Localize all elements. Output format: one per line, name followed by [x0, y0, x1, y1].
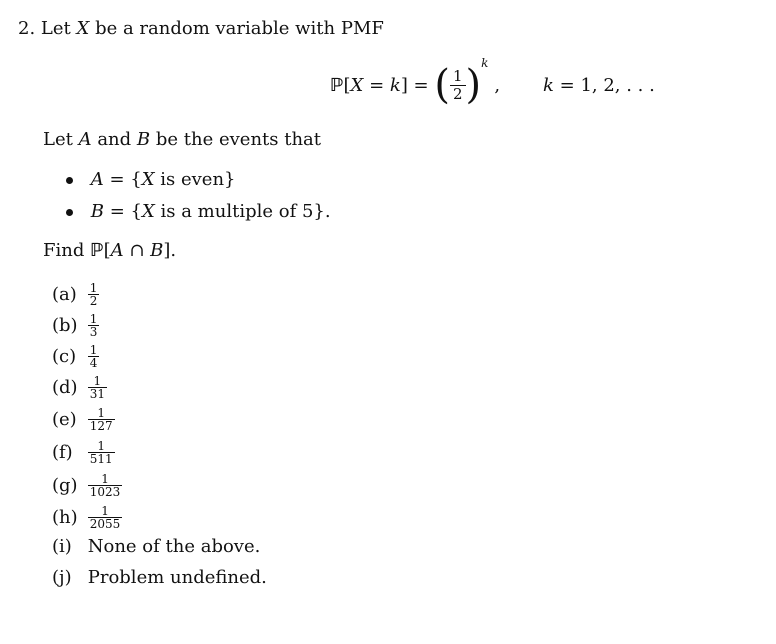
question [43, 240, 176, 261]
event-item-b [66, 201, 331, 222]
problem-number: 2. [18, 18, 36, 39]
frac-den: 3 [89, 325, 98, 339]
frac-num: 1 [97, 439, 105, 453]
frac-den: 127 [89, 419, 113, 433]
option-c [52, 344, 99, 369]
frac-den: 31 [89, 387, 106, 401]
option-label: (f) [52, 441, 73, 463]
pmf-fraction [450, 68, 466, 103]
event-a-rest: is even} [154, 169, 236, 190]
option-label: (a) [52, 283, 77, 305]
events-var-a: A [78, 129, 92, 150]
frac-den: 1023 [89, 485, 121, 499]
question-close: ]. [163, 240, 177, 261]
option-b [52, 313, 99, 338]
option-text: Problem undefined. [87, 567, 267, 588]
frac-num: 1 [89, 312, 98, 326]
option-label: (h) [52, 506, 78, 528]
range-k: k [543, 75, 554, 96]
option-fraction [88, 282, 100, 307]
option-label: (b) [52, 314, 78, 336]
events-intro-let: Let [43, 129, 73, 150]
pmf-equation [330, 56, 500, 114]
option-fraction [88, 344, 100, 369]
question-a: A [110, 240, 124, 261]
option-fraction [88, 473, 123, 498]
frac-num: 1 [101, 504, 109, 518]
option-fraction [88, 440, 115, 465]
event-a-var: A [90, 169, 104, 190]
option-fraction [88, 375, 107, 400]
frac-den: 2 [89, 294, 98, 308]
left-paren: ( [434, 62, 450, 108]
pmf-eq: = [363, 74, 390, 96]
option-label: (c) [52, 345, 77, 367]
pmf-open: [ [343, 74, 351, 96]
option-label: (d) [52, 376, 78, 398]
prob-symbol: ℙ [330, 74, 344, 96]
event-item-a [66, 169, 236, 190]
pmf-x: X [350, 74, 364, 96]
bullet-icon [66, 209, 73, 216]
pmf-range [543, 75, 655, 96]
frac-den: 511 [89, 452, 113, 466]
event-a-x: X [141, 169, 155, 190]
question-prob-symbol: ℙ [90, 240, 104, 261]
frac-num: 1 [97, 406, 105, 420]
option-fraction [88, 313, 100, 338]
events-var-b: B [136, 129, 151, 150]
events-intro-end: be the events that [155, 129, 322, 150]
option-a [52, 282, 99, 307]
pmf-k: k [389, 74, 401, 96]
event-b-rest: is a multiple of 5}. [154, 201, 331, 222]
question-open: [ [103, 240, 111, 261]
option-h [52, 505, 122, 530]
option-label: (j) [52, 567, 72, 588]
frac-den: 2055 [89, 517, 121, 531]
problem-statement [18, 18, 384, 39]
option-label: (g) [52, 474, 78, 496]
question-b: B [150, 240, 164, 261]
pmf-den: 2 [450, 85, 466, 103]
option-g [52, 473, 122, 498]
frac-num: 1 [101, 472, 109, 486]
option-j [52, 567, 267, 588]
option-text: None of the above. [87, 536, 261, 557]
events-and: and [97, 129, 132, 150]
frac-num: 1 [89, 343, 98, 357]
problem-intro-a: Let [40, 18, 71, 39]
question-find: Find [43, 240, 85, 261]
pmf-close: ] = [400, 74, 435, 96]
pmf-comma: , [494, 74, 501, 96]
option-i [52, 536, 260, 557]
option-label: (i) [52, 536, 72, 557]
events-intro [43, 129, 321, 150]
option-d [52, 375, 107, 400]
problem-intro-b: be a random variable with PMF [95, 18, 384, 39]
frac-num: 1 [93, 374, 102, 388]
right-paren: ) [465, 62, 482, 108]
option-e [52, 407, 115, 432]
event-a-eq: = { [103, 169, 142, 190]
bullet-icon [66, 177, 73, 184]
pmf-num: 1 [452, 66, 463, 85]
event-b-var: B [90, 201, 104, 222]
option-fraction [88, 505, 123, 530]
option-f [52, 440, 115, 465]
event-b-x: X [141, 201, 155, 222]
pmf-exponent: k [481, 56, 489, 70]
frac-den: 4 [89, 356, 98, 370]
option-label: (e) [52, 408, 77, 430]
frac-num: 1 [89, 281, 98, 295]
option-fraction [88, 407, 115, 432]
event-b-eq: = { [103, 201, 142, 222]
question-cap: ∩ [123, 240, 151, 261]
problem-var-x: X [76, 18, 90, 39]
range-values: = 1, 2, . . . [553, 75, 655, 96]
